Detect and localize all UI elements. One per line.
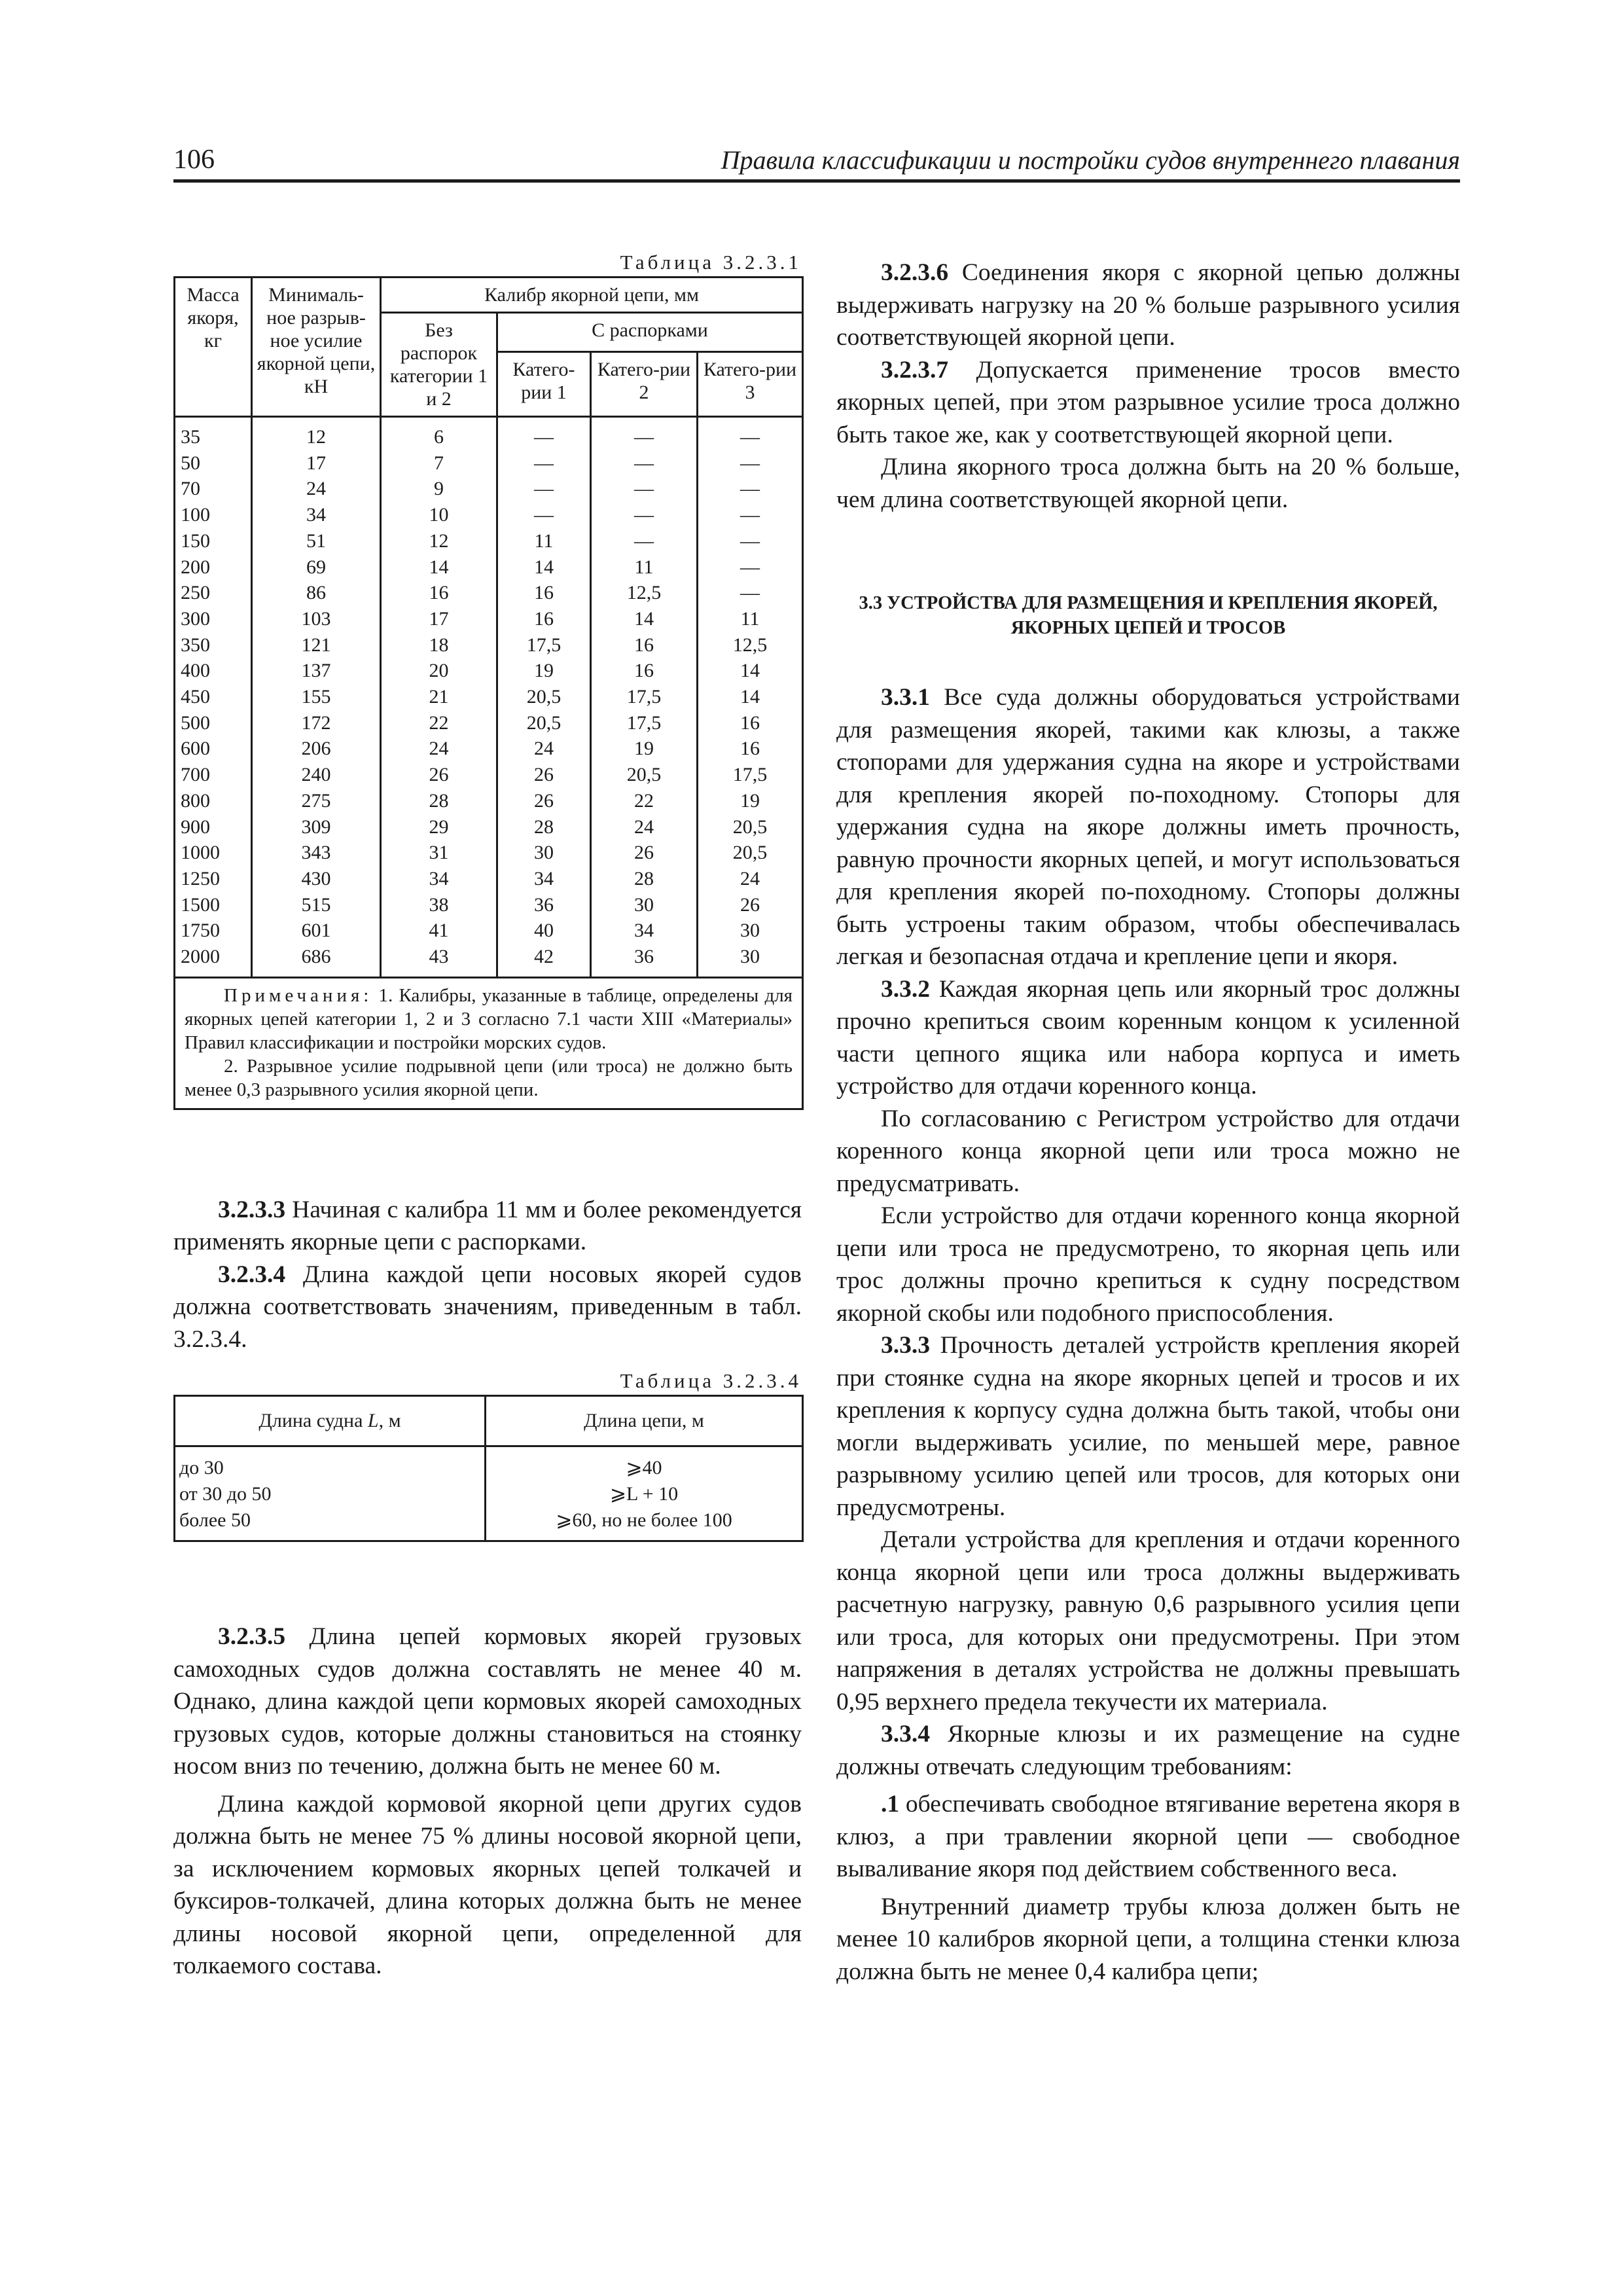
table-cell: 600 [175,736,252,762]
th-ship-length-text: Длина судна L, м [259,1410,401,1432]
clause-text: Допускается применение тросов вместо якорных цепей, при этом разрывное усилие троса должно быть такое же, как у соответствующей якорной цепи. [836,356,1460,448]
table1-notes [175,977,803,1109]
table-cell: — [591,417,698,450]
table-cell: — [591,476,698,502]
table-row [175,606,803,632]
table-row [175,762,803,788]
table-cell: 20,5 [698,840,803,866]
table1-body [175,417,803,978]
table-cell: 34 [381,866,497,892]
table-cell: — [591,528,698,554]
table-cell: 17,5 [591,684,698,710]
page-number: 106 [173,145,215,175]
note-1: 1. Калибры, указанные в таблице, определены для якорных цепей категории 1, 2 и 3 согласно 7.1 части XIII «Материалы» Правил классификации и постройки морских судов. [185,984,793,1053]
table-row [175,658,803,684]
table-cell: 16 [591,658,698,684]
table-cell: 38 [381,892,497,918]
table-cell: 300 [175,606,252,632]
table-cell: 26 [591,840,698,866]
section-heading: 3.3 УСТРОЙСТВА ДЛЯ РАЗМЕЩЕНИЯ И КРЕПЛЕНИЯ ЯКОРЕЙ, ЯКОРНЫХ ЦЕПЕЙ И ТРОСОВ [859,593,1438,638]
table-row [175,417,803,450]
paragraph-3-2-3-7 [836,354,1460,452]
table-cell: 20,5 [497,684,591,710]
table-cell: 24 [698,866,803,892]
table-cell: 21 [381,684,497,710]
clause-number: 3.2.3.6 [881,259,949,286]
table-row [175,840,803,866]
table-row [175,528,803,554]
table-cell: 41 [381,918,497,944]
table-cell: 16 [591,632,698,658]
table-cell: — [591,502,698,528]
table-cell: 20,5 [698,814,803,840]
table-row [175,1446,803,1482]
clause-number: 3.3.4 [881,1721,930,1748]
table-cell: 206 [252,736,381,762]
table-cell: 309 [252,814,381,840]
left-column [173,249,802,1982]
table-cell: 34 [591,918,698,944]
table-cell: 36 [497,892,591,918]
clause-number: 3.2.3.5 [218,1623,286,1651]
clause-text: Якорные клюзы и их размещение на судне должны отвечать следующим требованиям: [836,1721,1460,1780]
page-header [173,145,1460,183]
table-cell: 50 [175,450,252,476]
table-cell: 20,5 [497,710,591,736]
table-cell: 172 [252,710,381,736]
table-row [175,450,803,476]
table-cell: 34 [252,502,381,528]
table-cell: ⩾L + 10 [486,1481,803,1507]
table-cell: 100 [175,502,252,528]
table-cell: 20,5 [591,762,698,788]
table-cell: 86 [252,580,381,606]
table-row [175,1481,803,1507]
table-cell: 19 [698,788,803,814]
table-cell: 121 [252,632,381,658]
table-cell: 11 [698,606,803,632]
clause-text: Каждая якорная цепь или якорный трос должны прочно крепиться своим коренным концом к усиленной части цепного ящика или набора корпуса и иметь устройство для отдачи коренного конца. [836,975,1461,1100]
th-caliber: Калибр якорной цепи, мм [381,278,803,313]
table-row [175,866,803,892]
table-cell: 155 [252,684,381,710]
table-cell: 1000 [175,840,252,866]
table-cell: — [698,528,803,554]
table-cell: 26 [497,788,591,814]
table-cell: 30 [698,918,803,944]
table-cell: 7 [381,450,497,476]
table-cell: до 30 [175,1446,486,1482]
table-row [175,632,803,658]
table-cell: 6 [381,417,497,450]
table-cell: 40 [497,918,591,944]
table-cell: 14 [591,606,698,632]
table-cell: 686 [252,944,381,977]
table-cell: 42 [497,944,591,977]
table-cell: 16 [698,736,803,762]
list-item-1 [836,1788,1460,1886]
table-cell: — [698,554,803,581]
table-cell: 30 [591,892,698,918]
clause-number: 3.2.3.7 [881,356,949,384]
table-row [175,502,803,528]
table-cell: 14 [698,684,803,710]
table-cell: — [497,450,591,476]
table-row [175,710,803,736]
clause-number: 3.3.1 [881,684,930,711]
table-cell: 28 [381,788,497,814]
paragraph-3-3-4-b: Внутренний диаметр трубы клюза должен быть не менее 10 калибров якорной цепи, а толщина стенки клюза должна быть не менее 0,4 калибра цепи; [836,1893,1460,1985]
table-cell: 26 [698,892,803,918]
table-cell: 24 [252,476,381,502]
note-2: 2. Разрывное усилие подрывной цепи (или троса) не должно быть менее 0,3 разрывного усилия якорной цепи. [185,1055,793,1100]
table-row [175,918,803,944]
th-ship-length [175,1396,486,1446]
table-cell: 137 [252,658,381,684]
table-cell: 24 [497,736,591,762]
paragraph-3-3-3 [836,1329,1460,1524]
item-text: обеспечивать свободное втягивание веретена якоря в клюз, а при травлении якорной цепи — свободное вываливание якоря под действием собственного веса. [836,1791,1461,1882]
th-mass: Масса якоря, кг [175,278,252,417]
table-cell: 20 [381,658,497,684]
table-cell: 31 [381,840,497,866]
table-cell: — [698,476,803,502]
table-cell: 14 [497,554,591,581]
table-cell: 240 [252,762,381,788]
th-cat1: Катего-рии 1 [497,352,591,417]
table-cell: 30 [698,944,803,977]
paragraph-3-2-3-5-b: Длина каждой кормовой якорной цепи других судов должна быть не менее 75 % длины носовой якорной цепи, за исключением кормовых якорных цепей толкачей и буксиров-толкачей, длина которых должна быть не менее длины носовой якорной цепи, определенной для толкаемого состава. [173,1790,802,1980]
table-row [175,476,803,502]
table-cell: — [698,417,803,450]
clause-text: Начиная с калибра 11 мм и более рекомендуется применять якорные цепи с распорками. [173,1196,802,1256]
table1-caption: Таблица 3.2.3.1 [620,251,802,274]
right-column [836,257,1460,1988]
table-row [175,554,803,581]
table-cell: 250 [175,580,252,606]
table-cell: — [497,476,591,502]
table-row [175,1507,803,1541]
table-cell: 430 [252,866,381,892]
table-cell: 11 [591,554,698,581]
table-cell: 70 [175,476,252,502]
table2-caption: Таблица 3.2.3.4 [620,1369,802,1393]
clause-text: Прочность деталей устройств крепления якорей при стоянке судна на якоре якорных цепей и тросов и их крепления к корпусу судна должна быть такой, чтобы они могли выдерживать усилие, по меньшей мере, равное разрывному усилию цепей или тросов, для которых они предусмотрены. [836,1332,1461,1521]
paragraph-3-2-3-3 [173,1194,802,1259]
table-cell: 700 [175,762,252,788]
paragraph-3-3-3-b: Детали устройства для крепления и отдачи коренного конца якорной цепи или троса должны выдерживать расчетную нагрузку, равную 0,6 разрывного усилия цепи или троса, для которых они предусмотрены. При этом напряжения в деталях устройства не должны превышать 0,95 верхнего предела текучести их материала. [836,1526,1460,1715]
table-cell: — [591,450,698,476]
table-cell: 14 [381,554,497,581]
th-chain-length: Длина цепи, м [486,1396,803,1446]
table-cell: 18 [381,632,497,658]
table-row [175,580,803,606]
table-cell: 103 [252,606,381,632]
th-min-break: Минималь-ное разрыв-ное усилие якорной цепи, кН [252,278,381,417]
table-cell: 350 [175,632,252,658]
paragraph-3-2-3-7-b: Длина якорного троса должна быть на 20 % больше, чем длина соответствующей якорной цепи. [836,454,1460,513]
table-cell: 19 [591,736,698,762]
table-row [175,892,803,918]
clause-number: 3.2.3.3 [218,1196,286,1223]
table-row [175,788,803,814]
table-cell: 17 [381,606,497,632]
paragraph-3-3-2-c: Если устройство для отдачи коренного конца якорной цепи или троса не предусмотрено, то якорная цепь или трос должны прочно крепиться к судну посредством якорной скобы или подобного приспособления. [836,1202,1460,1327]
table-cell: 11 [497,528,591,554]
table-cell: 26 [497,762,591,788]
table-cell: 16 [381,580,497,606]
table-cell: 150 [175,528,252,554]
table-cell: 12,5 [591,580,698,606]
paragraph-3-3-1 [836,681,1460,973]
table-cell: 12 [381,528,497,554]
table-cell: 800 [175,788,252,814]
table-cell: 26 [381,762,497,788]
table-cell: 22 [591,788,698,814]
paragraph-3-3-4 [836,1718,1460,1783]
table-cell: 12,5 [698,632,803,658]
table-cell: — [497,417,591,450]
table-cell: 22 [381,710,497,736]
table-cell: 1250 [175,866,252,892]
table-cell: 30 [497,840,591,866]
clause-text: Соединения якоря с якорной цепью должны выдерживать нагрузку на 20 % больше разрывного усилия соответствующей якорной цепи. [836,259,1460,351]
table-cell: 450 [175,684,252,710]
table-cell: 16 [497,580,591,606]
clause-number: 3.3.2 [881,975,930,1003]
table-cell: 200 [175,554,252,581]
paragraph-3-2-3-5 [173,1621,802,1783]
table2-body [175,1446,803,1541]
table-cell: 17 [252,450,381,476]
table-cell: 51 [252,528,381,554]
paragraph-3-3-2-b: По согласованию с Регистром устройство для отдачи коренного конца якорной цепи или троса можно не предусматривать. [836,1105,1460,1197]
running-title: Правила классификации и постройки судов внутреннего плавания [721,145,1460,175]
anchor-chain-table [173,276,804,1110]
table-cell: 29 [381,814,497,840]
table-cell: 28 [497,814,591,840]
paragraph-3-2-3-6 [836,257,1460,354]
table-cell: ⩾40 [486,1446,803,1482]
table-row [175,814,803,840]
chain-length-table [173,1395,804,1542]
table-cell: более 50 [175,1507,486,1541]
table-cell: от 30 до 50 [175,1481,486,1507]
table-cell: 69 [252,554,381,581]
table-cell: — [497,502,591,528]
table-cell: 601 [252,918,381,944]
table-cell: 900 [175,814,252,840]
clause-number: 3.2.3.4 [218,1261,286,1288]
table-cell: 1500 [175,892,252,918]
table-cell: 14 [698,658,803,684]
th-no-studs: Без распорок категории 1 и 2 [381,313,497,417]
paragraph-3-2-3-4 [173,1259,802,1356]
table-cell: 275 [252,788,381,814]
table-cell: 343 [252,840,381,866]
table-cell: — [698,502,803,528]
clause-number: 3.3.3 [881,1332,930,1359]
table-cell: 19 [497,658,591,684]
table-cell: 2000 [175,944,252,977]
table-cell: — [698,580,803,606]
table-cell: 12 [252,417,381,450]
clause-text: Длина цепей кормовых якорей грузовых самоходных судов должна составлять не менее 40 м. Однако, длина каждой цепи кормовых якорей самоходных грузовых судов, которые должны становиться на стоянку носом вниз по течению, должна быть не менее 60 м. [173,1623,802,1780]
table-cell: 43 [381,944,497,977]
table-cell: 36 [591,944,698,977]
table-cell: 17,5 [591,710,698,736]
table-cell: 16 [497,606,591,632]
table-cell: 17,5 [698,762,803,788]
table-row [175,736,803,762]
table-cell: 400 [175,658,252,684]
th-cat3: Катего-рии 3 [698,352,803,417]
table-row [175,684,803,710]
clause-text: Длина каждой цепи носовых якорей судов должна соответствовать значениям, приведенным в табл. 3.2.3.4. [173,1261,802,1353]
table-cell: ⩾60, но не более 100 [486,1507,803,1541]
table-cell: 1750 [175,918,252,944]
table-cell: 24 [591,814,698,840]
table-cell: — [698,450,803,476]
table-cell: 35 [175,417,252,450]
th-with-studs: С распорками [497,313,803,352]
table-row [175,944,803,977]
table-cell: 24 [381,736,497,762]
table-cell: 9 [381,476,497,502]
table-cell: 34 [497,866,591,892]
paragraph-3-3-2 [836,973,1460,1103]
table-cell: 10 [381,502,497,528]
th-cat2: Катего-рии 2 [591,352,698,417]
table-cell: 500 [175,710,252,736]
notes-label: Примечания: [224,984,373,1006]
table-cell: 16 [698,710,803,736]
item-number: .1 [881,1791,900,1818]
table-cell: 515 [252,892,381,918]
clause-text: Все суда должны оборудоваться устройствами для размещения якорей, такими как клюзы, а также стопорами для удержания судна на якоре и устройствами для крепления якорей по-походному. Стопоры для удержания судна на якоре должны иметь прочность, равную прочности якорных цепей, и могут использоваться для крепления якорей по-походному. Стопоры должны быть устроены таким образом, чтобы обеспечивалась легкая и безопасная отдача и крепление цепи и якоря. [836,684,1460,970]
table-cell: 17,5 [497,632,591,658]
table-cell: 28 [591,866,698,892]
